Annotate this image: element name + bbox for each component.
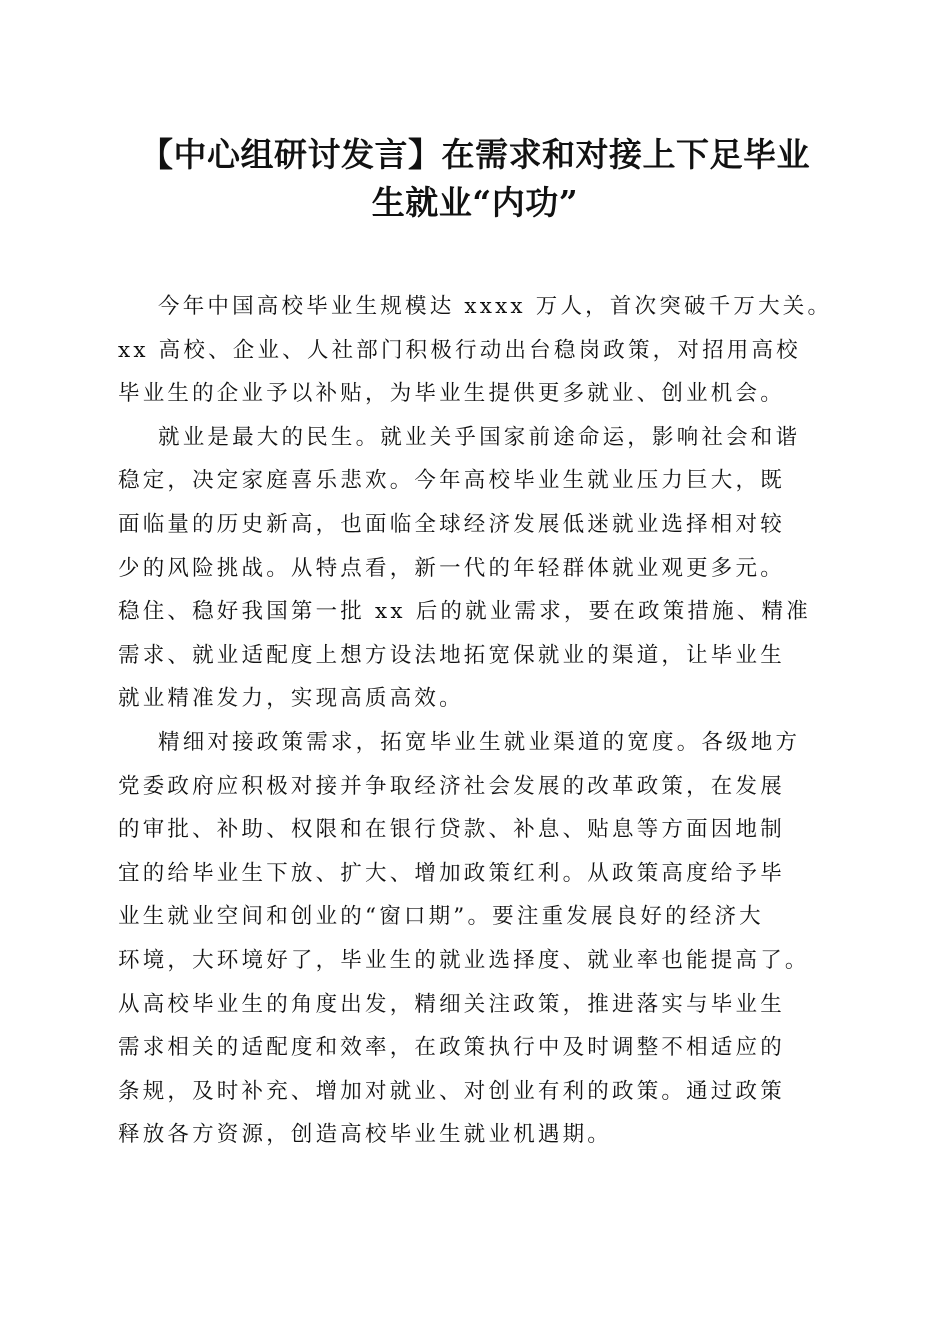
- title-line-1: 【中心组研讨发言】在需求和对接上下足毕业: [140, 135, 810, 174]
- text-line: 面临量的历史新高，也面临全球经济发展低迷就业选择相对较: [118, 511, 785, 537]
- document-body: [118, 285, 838, 1157]
- text-line: 宜的给毕业生下放、扩大、增加政策红利。从政策高度给予毕: [118, 860, 785, 886]
- text-line: 就业是最大的民生。就业关乎国家前途命运，影响社会和谐: [158, 424, 801, 450]
- title-line-2: 生就业“内功”: [371, 183, 579, 222]
- paragraph-1: [118, 285, 838, 416]
- text-line: 精细对接政策需求，拓宽毕业生就业渠道的宽度。各级地方: [158, 729, 801, 755]
- text-line: 从高校毕业生的角度出发，精细关注政策，推进落实与毕业生: [118, 991, 785, 1017]
- page-title: [110, 131, 840, 227]
- text-line: 少的风险挑战。从特点看，新一代的年轻群体就业观更多元。: [118, 555, 785, 581]
- text-line: 稳定，决定家庭喜乐悲欢。今年高校毕业生就业压力巨大，既: [118, 468, 785, 494]
- text-line: 需求相关的适配度和效率，在政策执行中及时调整不相适应的: [118, 1035, 785, 1061]
- text-line: 今年中国高校毕业生规模达 xxxx 万人，首次突破千万大关。: [158, 294, 833, 319]
- paragraph-2: [118, 416, 838, 721]
- text-line: 稳住、稳好我国第一批 xx 后的就业需求，要在政策措施、精准: [118, 599, 811, 625]
- paragraph-3: [118, 721, 838, 1157]
- text-line: 就业精准发力，实现高质高效。: [118, 686, 464, 712]
- text-line: 业生就业空间和创业的“窗口期”。要注重发展良好的经济大: [118, 904, 764, 930]
- text-line: 释放各方资源，创造高校毕业生就业机遇期。: [118, 1122, 613, 1148]
- text-line: xx 高校、企业、人社部门积极行动出台稳岗政策，对招用高校: [118, 337, 801, 363]
- text-line: 条规，及时补充、增加对就业、对创业有利的政策。通过政策: [118, 1078, 785, 1104]
- text-line: 毕业生的企业予以补贴，为毕业生提供更多就业、创业机会。: [118, 381, 785, 407]
- text-line: 的审批、补助、权限和在银行贷款、补息、贴息等方面因地制: [118, 817, 785, 843]
- text-line: 党委政府应积极对接并争取经济社会发展的改革政策，在发展: [118, 773, 785, 799]
- text-line: 需求、就业适配度上想方设法地拓宽保就业的渠道，让毕业生: [118, 642, 785, 668]
- text-line: 环境，大环境好了，毕业生的就业选择度、就业率也能提高了。: [118, 947, 810, 973]
